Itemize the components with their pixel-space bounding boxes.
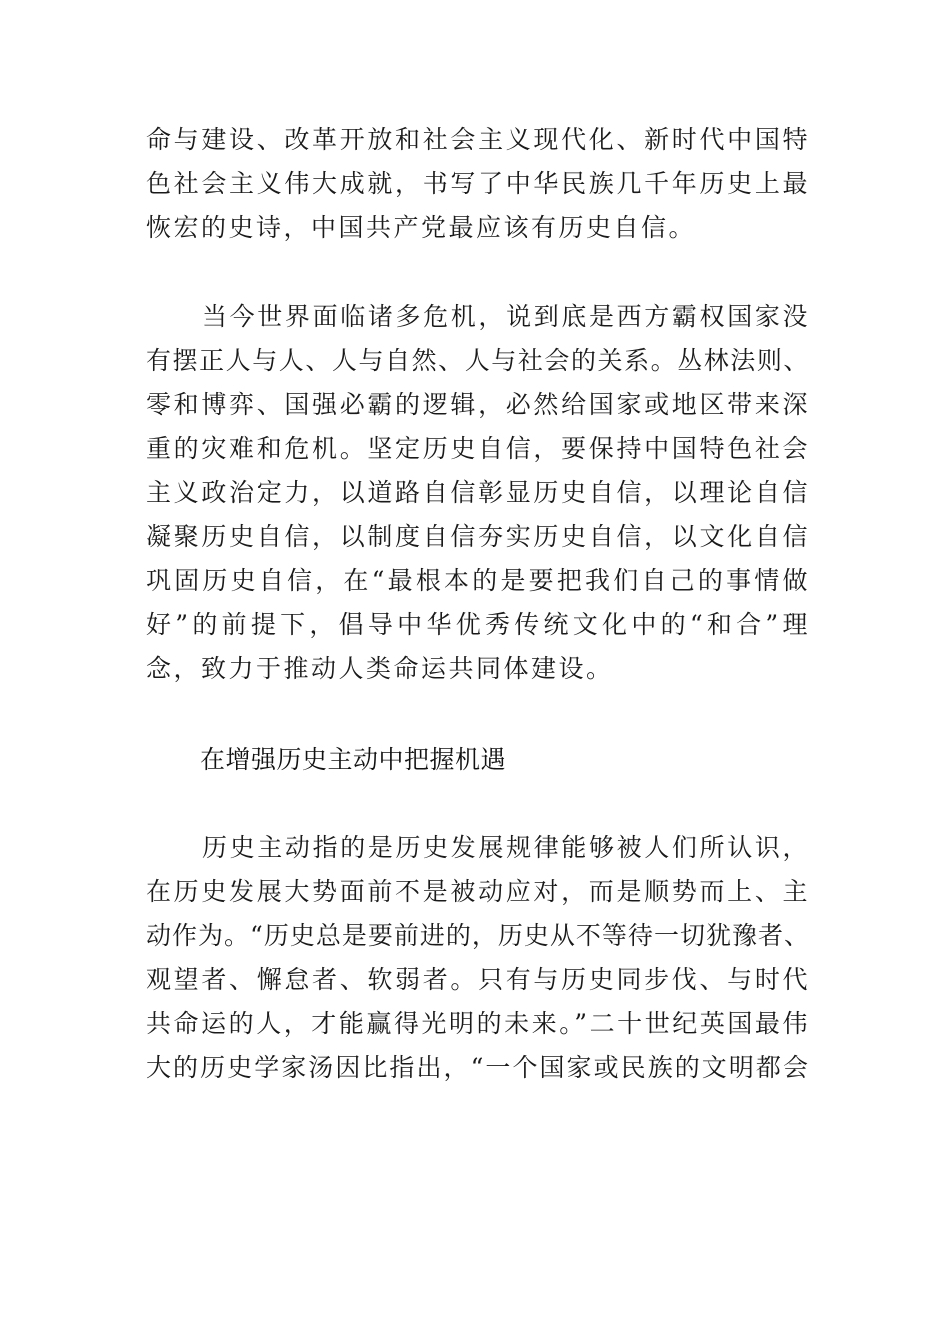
- text-line: 巩固历史自信，在“最根本的是要把我们自己的事情做: [146, 566, 810, 595]
- text-line: 色社会主义伟大成就，书写了中华民族几千年历史上最: [146, 169, 810, 198]
- text-line: 命与建设、改革开放和社会主义现代化、新时代中国特: [146, 125, 810, 154]
- text-line: 当今世界面临诸多危机，说到底是西方霸权国家没: [202, 302, 810, 331]
- text-line: 零和博弈、国强必霸的逻辑，必然给国家或地区带来深: [146, 390, 810, 419]
- text-line: 好”的前提下，倡导中华优秀传统文化中的“和合”理: [146, 610, 810, 639]
- text-line: 大的历史学家汤因比指出，“一个国家或民族的文明都会: [146, 1053, 810, 1082]
- text-line: 念，致力于推动人类命运共同体建设。: [146, 654, 614, 683]
- section-heading: 在增强历史主动中把握机遇: [200, 745, 507, 774]
- text-line: 历史主动指的是历史发展规律能够被人们所认识，: [202, 833, 810, 862]
- text-line: 重的灾难和危机。坚定历史自信，要保持中国特色社会: [146, 434, 810, 463]
- text-line: 在历史发展大势面前不是被动应对，而是顺势而上、主: [146, 877, 810, 906]
- text-line: 恢宏的史诗，中国共产党最应该有历史自信。: [146, 213, 697, 242]
- paragraph-3: [146, 826, 810, 1090]
- text-line: 动作为。“历史总是要前进的，历史从不等待一切犹豫者、: [146, 921, 810, 950]
- text-line: 共命运的人，才能赢得光明的未来。”二十世纪英国最伟: [146, 1009, 810, 1038]
- text-line: 主义政治定力，以道路自信彰显历史自信，以理论自信: [146, 478, 810, 507]
- paragraph-1: [146, 118, 810, 250]
- paragraph-2: [146, 295, 810, 691]
- text-line: 有摆正人与人、人与自然、人与社会的关系。丛林法则、: [146, 346, 810, 375]
- text-line: 观望者、懈怠者、软弱者。只有与历史同步伐、与时代: [146, 965, 810, 994]
- text-line: 凝聚历史自信，以制度自信夯实历史自信，以文化自信: [146, 522, 810, 551]
